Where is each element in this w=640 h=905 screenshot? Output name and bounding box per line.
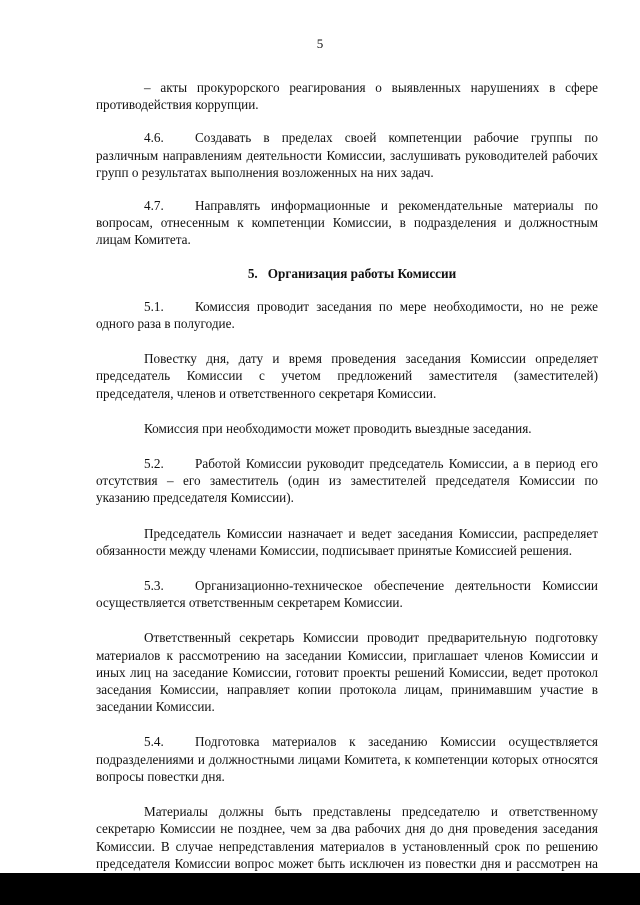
clause-text: Организационно-техническое обеспечение деятельности Комиссии осуществляется ответственным секретарем Комиссии.: [96, 578, 598, 611]
clause-5-3: [96, 577, 598, 611]
paragraph-text: Председатель Комиссии назначает и ведет заседания Комиссии, распределяет обязанности между членами Комиссии, подписывает принятые Комиссией решения.: [96, 525, 598, 558]
scan-bottom-edge: [0, 873, 640, 905]
paragraph-text: Повестку дня, дату и время проведения заседания Комиссии определяет председатель Комиссии с учетом предложений заместителя (заместителей) председателя, членов и ответственного секретаря Комиссии.: [96, 351, 598, 401]
clause-number: 5.3.: [144, 578, 164, 594]
paragraph-secretary: [96, 629, 598, 715]
clause-number: 4.7.: [144, 198, 164, 214]
paragraph-text: Ответственный секретарь Комиссии проводит предварительную подготовку материалов к рассмотрению на заседании Комиссии, приглашает членов Комиссии и иных лиц на заседание Комиссии, готовит проекты решений Комиссии, ведет протокол заседания Комиссии, направляет копии протокола лицам, принимавшим участие в заседании Комиссии.: [96, 630, 598, 715]
section-number: 5.: [247, 265, 258, 281]
paragraph-text: Комиссия при необходимости может проводить выездные заседания.: [144, 420, 532, 436]
clause-5-2: [96, 455, 598, 507]
paragraph-text: Материалы должны быть представлены председателю и ответственному секретарю Комиссии не позднее, чем за два рабочих дня до дня проведения заседания Комиссии. В случае непредставления материалов в установленный срок по решению председателя Комиссии вопрос может быть исключен из повестки дня и рассмотрен на: [96, 804, 598, 871]
clause-4-7: [96, 197, 598, 249]
clause-number: 5.4.: [144, 734, 164, 750]
paragraph-chairman: [96, 525, 598, 559]
section-title: Организация работы Комиссии: [267, 265, 457, 281]
page-number: 5: [316, 36, 324, 51]
clause-5-4: [96, 733, 598, 785]
document-body: [96, 79, 598, 889]
clause-text: Направлять информационные и рекомендательные материалы по вопросам, отнесенным к компетенции Комиссии, в подразделения и должностным лицам Комитета.: [96, 198, 598, 248]
paragraph-text: – акты прокурорского реагирования о выявленных нарушениях в сфере противодействия коррупции.: [96, 80, 598, 113]
clause-number: 4.6.: [144, 130, 164, 146]
section-heading-5: [96, 265, 598, 282]
clause-text: Подготовка материалов к заседанию Комиссии осуществляется подразделениями и должностными лицами Комитета, к компетенции которых относятся вопросы повестки дня.: [96, 734, 598, 784]
clause-number: 5.2.: [144, 456, 164, 472]
paragraph-offsite: [96, 420, 598, 437]
clause-text: Работой Комиссии руководит председатель Комиссии, а в период его отсутствия – его заместитель (один из заместителей председателя Комиссии по указанию председателя Комиссии).: [96, 456, 598, 506]
clause-4-6: [96, 129, 598, 181]
clause-text: Комиссия проводит заседания по мере необходимости, но не реже одного раза в полугодие.: [96, 298, 598, 332]
paragraph-agenda: [96, 350, 598, 402]
paragraph-acts: [96, 79, 598, 113]
clause-number: 5.1.: [144, 298, 164, 314]
clause-text: Создавать в пределах своей компетенции рабочие группы по различным направлениям деятельности Комиссии, заслушивать руководителей рабочих групп о результатах выполнения возложенных на них задач.: [96, 130, 598, 180]
clause-5-1: [96, 298, 598, 332]
